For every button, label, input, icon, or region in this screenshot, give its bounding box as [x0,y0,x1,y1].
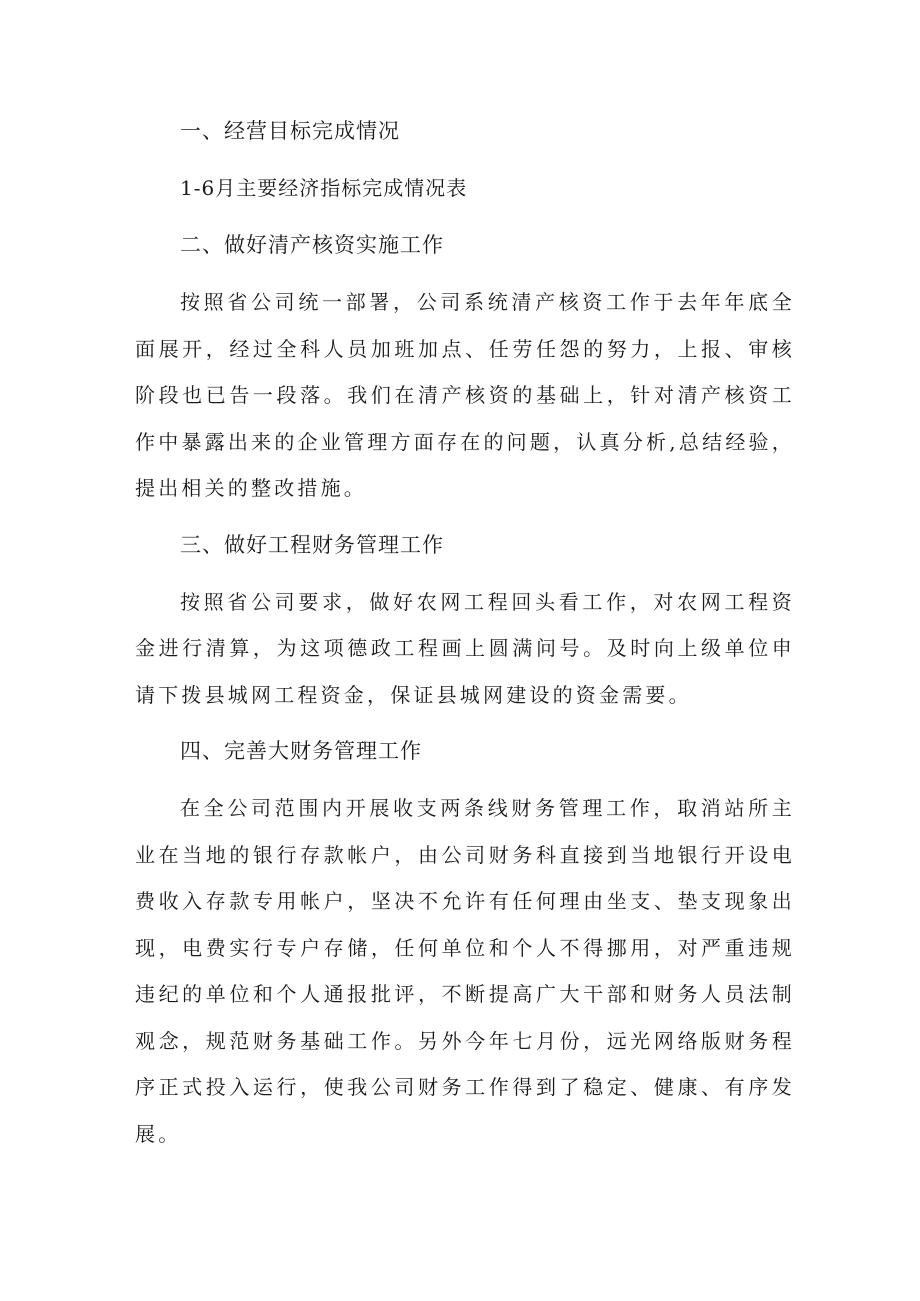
section-4-paragraph: 在全公司范围内开展收支两条线财务管理工作，取消站所主业在当地的银行存款帐户，由公司财务科直接到当地银行开设电费收入存款专用帐户，坚决不允许有任何理由坐支、垫支现象出现，电费实行专户存储，任何单位和个人不得挪用，对严重违规违纪的单位和个人通报批评，不断提高广大干部和财务人员法制观念，规范财务基础工作。另外今年七月份，远光网络版财务程序正式投入运行，使我公司财务工作得到了稳定、健康、有序发展。 [135,796,795,1146]
section-2-title: 二、做好清产核资实施工作 [180,233,444,257]
table-caption: 1-6月主要经济指标完成情况表 [180,176,468,200]
section-2-paragraph: 按照省公司统一部署，公司系统清产核资工作于去年年底全面展开，经过全科人员加班加点、任劳任怨的努力，上报、审核阶段也已告一段落。我们在清产核资的基础上，针对清产核资工作中暴露出来的企业管理方面存在的问题，认真分析,总结经验，提出相关的整改措施。 [135,290,795,500]
document-body [135,108,795,1167]
section-4-title: 四、完善大财务管理工作 [180,739,422,763]
section-1-title: 一、经营目标完成情况 [180,119,400,143]
section-3-paragraph: 按照省公司要求，做好农网工程回头看工作，对农网工程资金进行清算，为这项德政工程画上圆满问号。及时向上级单位申请下拨县城网工程资金，保证县城网建设的资金需要。 [135,589,795,707]
section-3-title: 三、做好工程财务管理工作 [180,532,444,557]
